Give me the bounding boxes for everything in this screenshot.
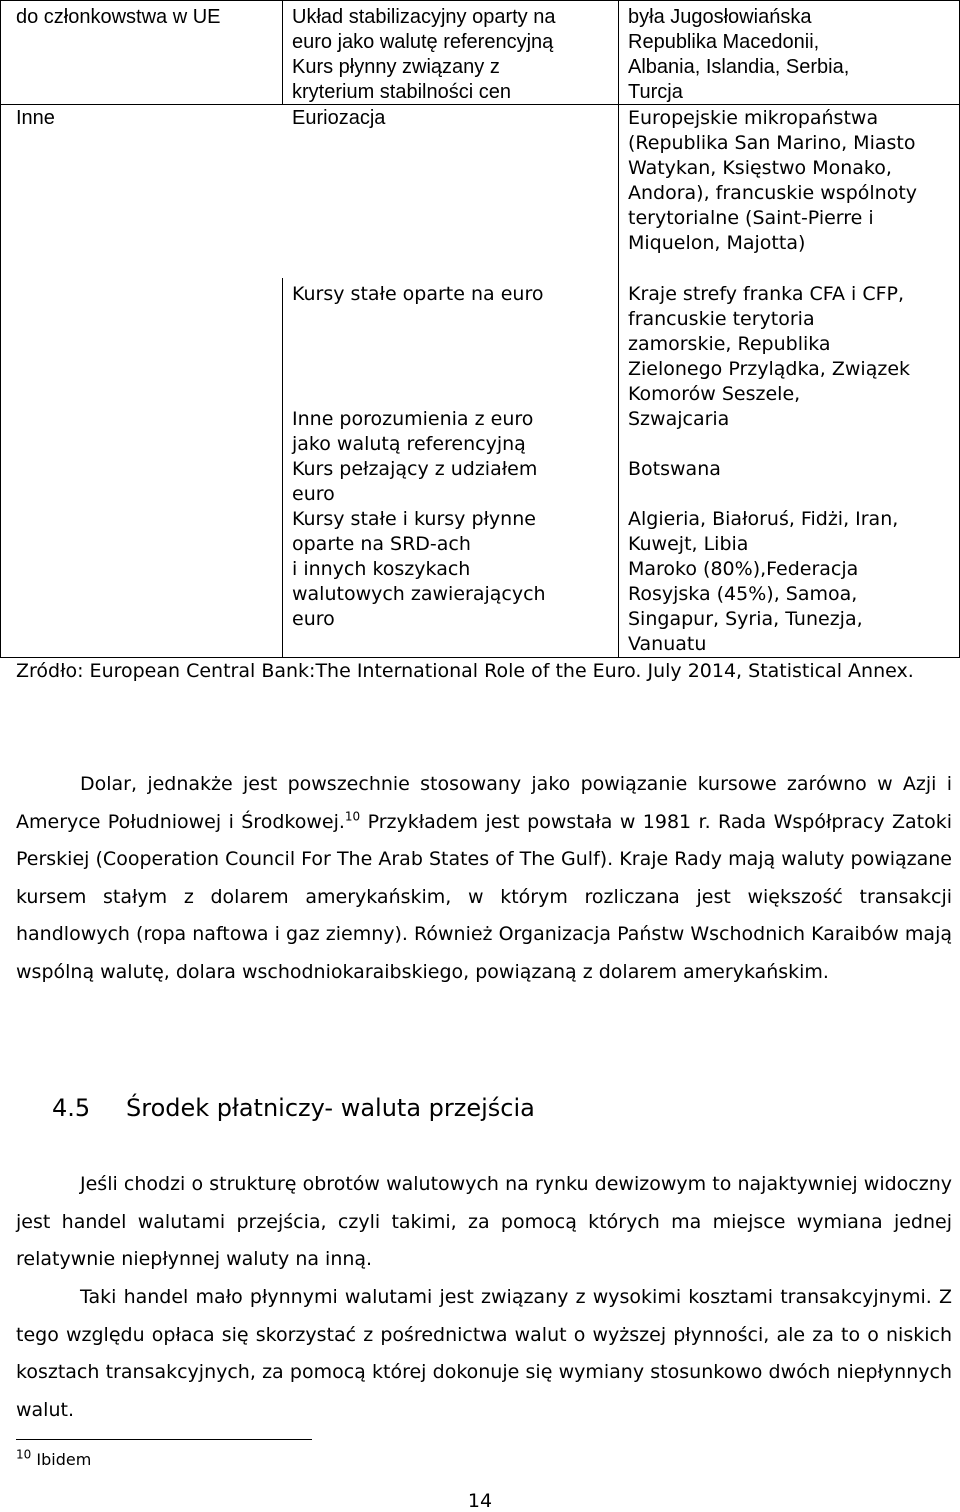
table-border-left bbox=[0, 0, 1, 658]
table-cell: była Jugosłowiańska Republika Macedonii, Albania, Islandia, Serbia, Turcja bbox=[628, 6, 850, 103]
table-col-divider bbox=[282, 0, 283, 104]
table-col-divider bbox=[282, 278, 283, 658]
body-paragraph bbox=[16, 1166, 952, 1279]
table-source-note: Zródło: European Central Bank:The International Role of the Euro. July 2014, Statistical Annex. bbox=[16, 660, 914, 682]
table-cell: Układ stabilizacyjny oparty na euro jako walutę referencyjną Kurs płynny związany z kryterium stabilności cen bbox=[292, 6, 556, 103]
page-number: 14 bbox=[467, 1490, 493, 1512]
paragraph-text: Jeśli chodzi o strukturę obrotów walutowych na rynku dewizowym to najaktywniej widoczny jest handel walutami przejścia, czyli takimi, za pomocą których ma miejsce wymiana jednej relatywnie niepłynnej waluty na inną. bbox=[16, 1173, 952, 1271]
footnote-separator bbox=[16, 1439, 312, 1440]
table-cell: Euriozacja bbox=[292, 107, 386, 129]
footnote-text: Ibidem bbox=[36, 1450, 92, 1469]
footnote-reference[interactable]: 10 bbox=[344, 809, 361, 824]
section-number: 4.5 bbox=[52, 1094, 91, 1122]
body-paragraph bbox=[16, 1279, 952, 1429]
table-col-divider bbox=[618, 0, 619, 658]
footnote-number: 10 bbox=[16, 1447, 32, 1462]
table-cell: Inne porozumienia z euro jako walutą referencyjną Kurs pełzający z udziałem euro Kursy stałe i kursy płynne oparte na SRD-ach i innych koszykach walutowych zawierających euro bbox=[292, 408, 546, 630]
paragraph-text: Dolar, jednakże jest powszechnie stosowany jako powiązanie kursowe zarówno w Azji i Ameryce Południowej i Środkowej. bbox=[16, 773, 952, 833]
section-title: Środek płatniczy- waluta przejścia bbox=[126, 1094, 535, 1122]
section-heading bbox=[52, 1094, 535, 1122]
table-border-top bbox=[0, 0, 960, 1]
paragraph-text: Przykładem jest powstała w 1981 r. Rada Współpracy Zatoki Perskiej (Cooperation Council For The Arab States of The Gulf). Kraje Rady mają waluty powiązane kursem stałym z dolarem amerykańskim, w którym rozliczana jest większość transakcji handlowych (ropa naftowa i gaz ziemny). Również Organizacja Państw Wschodnich Karaibów mają wspólną walutę, dolara wschodniokaraibskiego, powiązaną z dolarem amerykańskim. bbox=[16, 810, 952, 983]
footnote bbox=[16, 1447, 92, 1469]
paragraph-text: Taki handel mało płynnymi walutami jest związany z wysokimi kosztami transakcyjnymi. Z tego względu opłaca się skorzystać z pośrednictwa walut o wyższej płynności, ale za to o niskich kosztach transakcyjnych, za pomocą której dokonuje się wymiany stosunkowo dwóch niepłynnych walut. bbox=[16, 1286, 952, 1421]
body-paragraph bbox=[16, 766, 952, 992]
table-cell: Europejskie mikropaństwa (Republika San Marino, Miasto Watykan, Księstwo Monako, Andora), francuskie wspólnoty terytorialne (Saint-Pierre i Miquelon, Majotta) bbox=[628, 107, 918, 254]
table-cell: Kraje strefy franka CFA i CFP, francuskie terytoria zamorskie, Republika Zielonego Przylądka, Związek Komorów Seszele, Szwajcaria Botswana Algieria, Białoruś, Fidżi, Iran, Kuwejt, Libia Maroko (80%),Federacja Rosyjska (45%), Samoa, Singapur, Syria, Tunezja, Vanuatu bbox=[628, 283, 911, 655]
table-cell: Kursy stałe oparte na euro bbox=[292, 283, 544, 305]
table-cell: do członkowstwa w UE bbox=[16, 6, 221, 28]
table-cell: Inne bbox=[16, 107, 55, 129]
